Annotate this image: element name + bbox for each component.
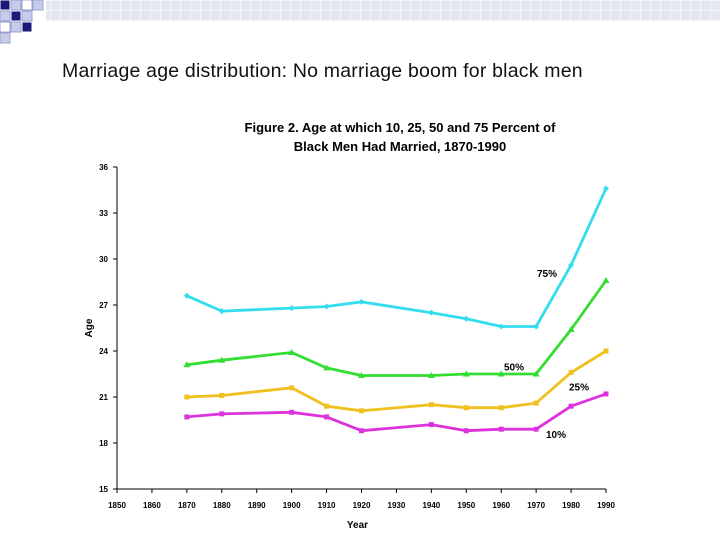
x-tick-label: 1850 [108,501,126,510]
data-point-50 [603,277,610,283]
slide-title: Marriage age distribution: No marriage boom for black men [62,60,583,82]
series-line-10 [187,394,606,431]
annotation-25: 25% [568,382,590,394]
data-point-10 [499,427,504,432]
data-point-10 [534,427,539,432]
series-line-25 [187,351,606,411]
series-line-50 [187,281,606,376]
data-point-25 [464,405,469,410]
data-point-25 [219,393,224,398]
x-tick-label: 1930 [387,501,406,510]
x-tick-label: 1880 [212,501,231,510]
y-tick-label: 21 [99,393,108,402]
data-point-25 [569,370,574,375]
data-point-25 [534,401,539,406]
data-point-10 [359,428,364,433]
data-point-75 [359,299,365,305]
data-point-75 [463,316,469,322]
x-tick-label: 1870 [177,501,196,510]
series-line-75 [187,189,606,327]
data-point-75 [324,304,330,310]
y-tick-label: 24 [99,347,108,356]
data-point-10 [464,428,469,433]
x-tick-label: 1900 [282,501,301,510]
data-point-10 [324,414,329,419]
x-tick-label: 1890 [247,501,266,510]
data-point-25 [359,408,364,413]
x-tick-label: 1920 [352,501,371,510]
annotation-75: 75% [536,268,558,280]
annotation-10: 10% [545,429,567,441]
x-tick-label: 1990 [597,501,615,510]
y-tick-label: 27 [99,301,108,310]
x-tick-label: 1960 [492,501,511,510]
data-point-25 [184,395,189,400]
chart-title-line-2: Black Men Had Married, 1870-1990 [293,139,507,154]
y-tick-label: 18 [99,439,108,448]
data-point-75 [428,310,434,316]
x-axis-title: Year [346,520,369,531]
data-point-25 [289,385,294,390]
data-point-25 [499,405,504,410]
data-point-10 [184,414,189,419]
data-point-10 [429,422,434,427]
data-point-10 [569,404,574,409]
chart-title-line-1: Figure 2. Age at which 10, 25, 50 and 75 Percent of [244,120,556,135]
y-tick-label: 15 [99,485,108,494]
y-tick-label: 36 [99,163,108,172]
x-tick-label: 1950 [457,501,476,510]
y-tick-label: 33 [99,209,108,218]
data-point-75 [289,305,295,311]
x-tick-label: 1860 [143,501,161,510]
y-tick-label: 30 [99,255,108,264]
x-tick-label: 1910 [317,501,336,510]
data-point-75 [498,323,504,329]
x-tick-label: 1980 [562,501,580,510]
data-point-10 [289,410,294,415]
data-point-25 [604,349,609,354]
data-point-25 [324,404,329,409]
annotation-50: 50% [503,362,525,374]
data-point-25 [429,402,434,407]
data-point-10 [604,391,609,396]
y-axis-title: Age [84,318,95,338]
data-point-10 [219,411,224,416]
x-tick-label: 1970 [527,501,546,510]
x-tick-label: 1940 [422,501,441,510]
